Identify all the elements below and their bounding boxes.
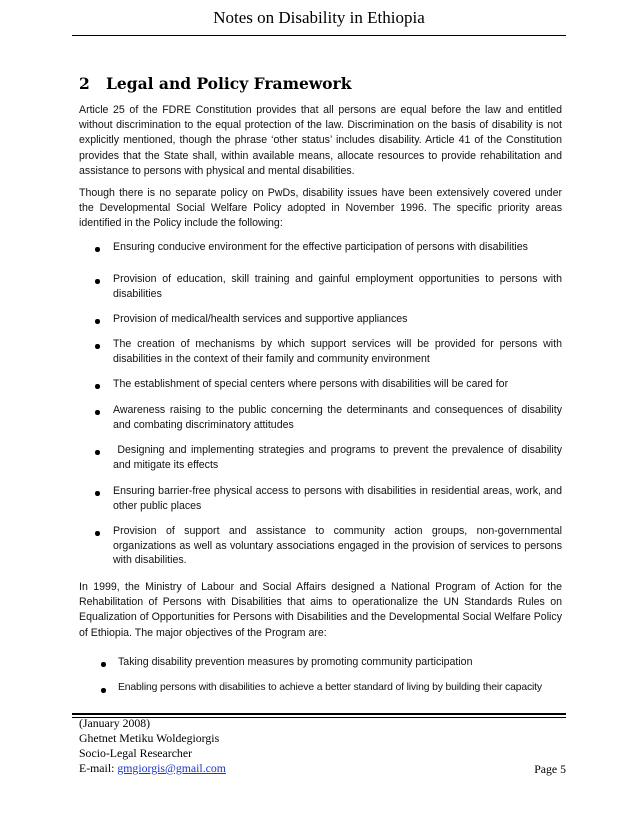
list-item: Awareness raising to the public concerning the determinants and consequences of disability and combating discriminatory attitudes [113, 404, 562, 431]
section-heading: 2 Legal and Policy Framework [79, 74, 352, 93]
page-number: Page 5 [534, 762, 566, 776]
footer-rule-thick [72, 713, 566, 715]
bullet-icon [95, 450, 100, 455]
list-item: Provision of medical/health services and supportive appliances [113, 313, 408, 325]
bullet-icon [101, 688, 106, 693]
list-item: Enabling persons with disabilities to achieve a better standard of living by building their capacity [118, 682, 542, 693]
paragraph-constitution: Article 25 of the FDRE Constitution provides that all persons are equal before the law and entitled without discrimination to the equal protection of the law. Discrimination on the basis of disability is not explicitly mentioned, though the phrase ‘other status’ includes disability. Article 41 of the Constitution provides that the State shall, within available means, allocate resources to provide rehabilitation and assistance to persons with physical and mental disabilities. [79, 104, 562, 177]
bullet-icon [95, 279, 100, 284]
bullet-icon [95, 491, 100, 496]
footer-author: Ghetnet Metiku Woldegiorgis [79, 731, 220, 745]
running-header-title: Notes on Disability in Ethiopia [213, 8, 425, 27]
bullet-icon [95, 319, 100, 324]
header-rule [72, 35, 566, 36]
list-item: Provision of support and assistance to community action groups, non-governmental organizations as well as voluntary associations engaged in the provision of services to persons with disabilities. [113, 525, 562, 567]
list-item: Ensuring conducive environment for the effective participation of persons with disabilities [113, 241, 528, 253]
footer-role: Socio-Legal Researcher [79, 746, 192, 760]
bullet-icon [101, 662, 106, 667]
bullet-icon [95, 247, 100, 252]
list-item: Ensuring barrier-free physical access to persons with disabilities in residential areas, work, and other public places [113, 485, 562, 512]
list-item: The creation of mechanisms by which support services will be provided for persons with disabilities in the context of their family and community environment [113, 338, 562, 365]
footer-date: (January 2008) [79, 716, 151, 730]
bullet-icon [95, 410, 100, 415]
list-item: The establishment of special centers where persons with disabilities will be cared for [113, 378, 509, 390]
list-item: Taking disability prevention measures by promoting community participation [118, 656, 473, 668]
paragraph-national-program: In 1999, the Ministry of Labour and Social Affairs designed a National Program of Action for the Rehabilitation of Persons with Disabilities that aims to operationalize the UN Standards Rules on Equalization of Opportunities for Persons with Disabilities and the Developmental Social Welfare Policy of Ethiopia. The major objectives of the Program are: [79, 581, 562, 639]
list-item: Provision of education, skill training and gainful employment opportunities to persons with disabilities [113, 273, 562, 300]
bullet-icon [95, 384, 100, 389]
list-item: Designing and implementing strategies and programs to prevent the prevalence of disability and mitigate its effects [113, 444, 565, 471]
bullet-icon [95, 344, 100, 349]
footer-email-label: E-mail: [79, 761, 118, 775]
footer-email-line [79, 761, 226, 777]
bullet-icon [95, 531, 100, 536]
paragraph-welfare-policy: Though there is no separate policy on PwDs, disability issues have been extensively covered under the Developmental Social Welfare Policy adopted in November 1996. The specific priority areas identified in the Policy include the following: [79, 187, 562, 230]
email-link[interactable]: gmgiorgis@gmail.com [117, 761, 226, 775]
